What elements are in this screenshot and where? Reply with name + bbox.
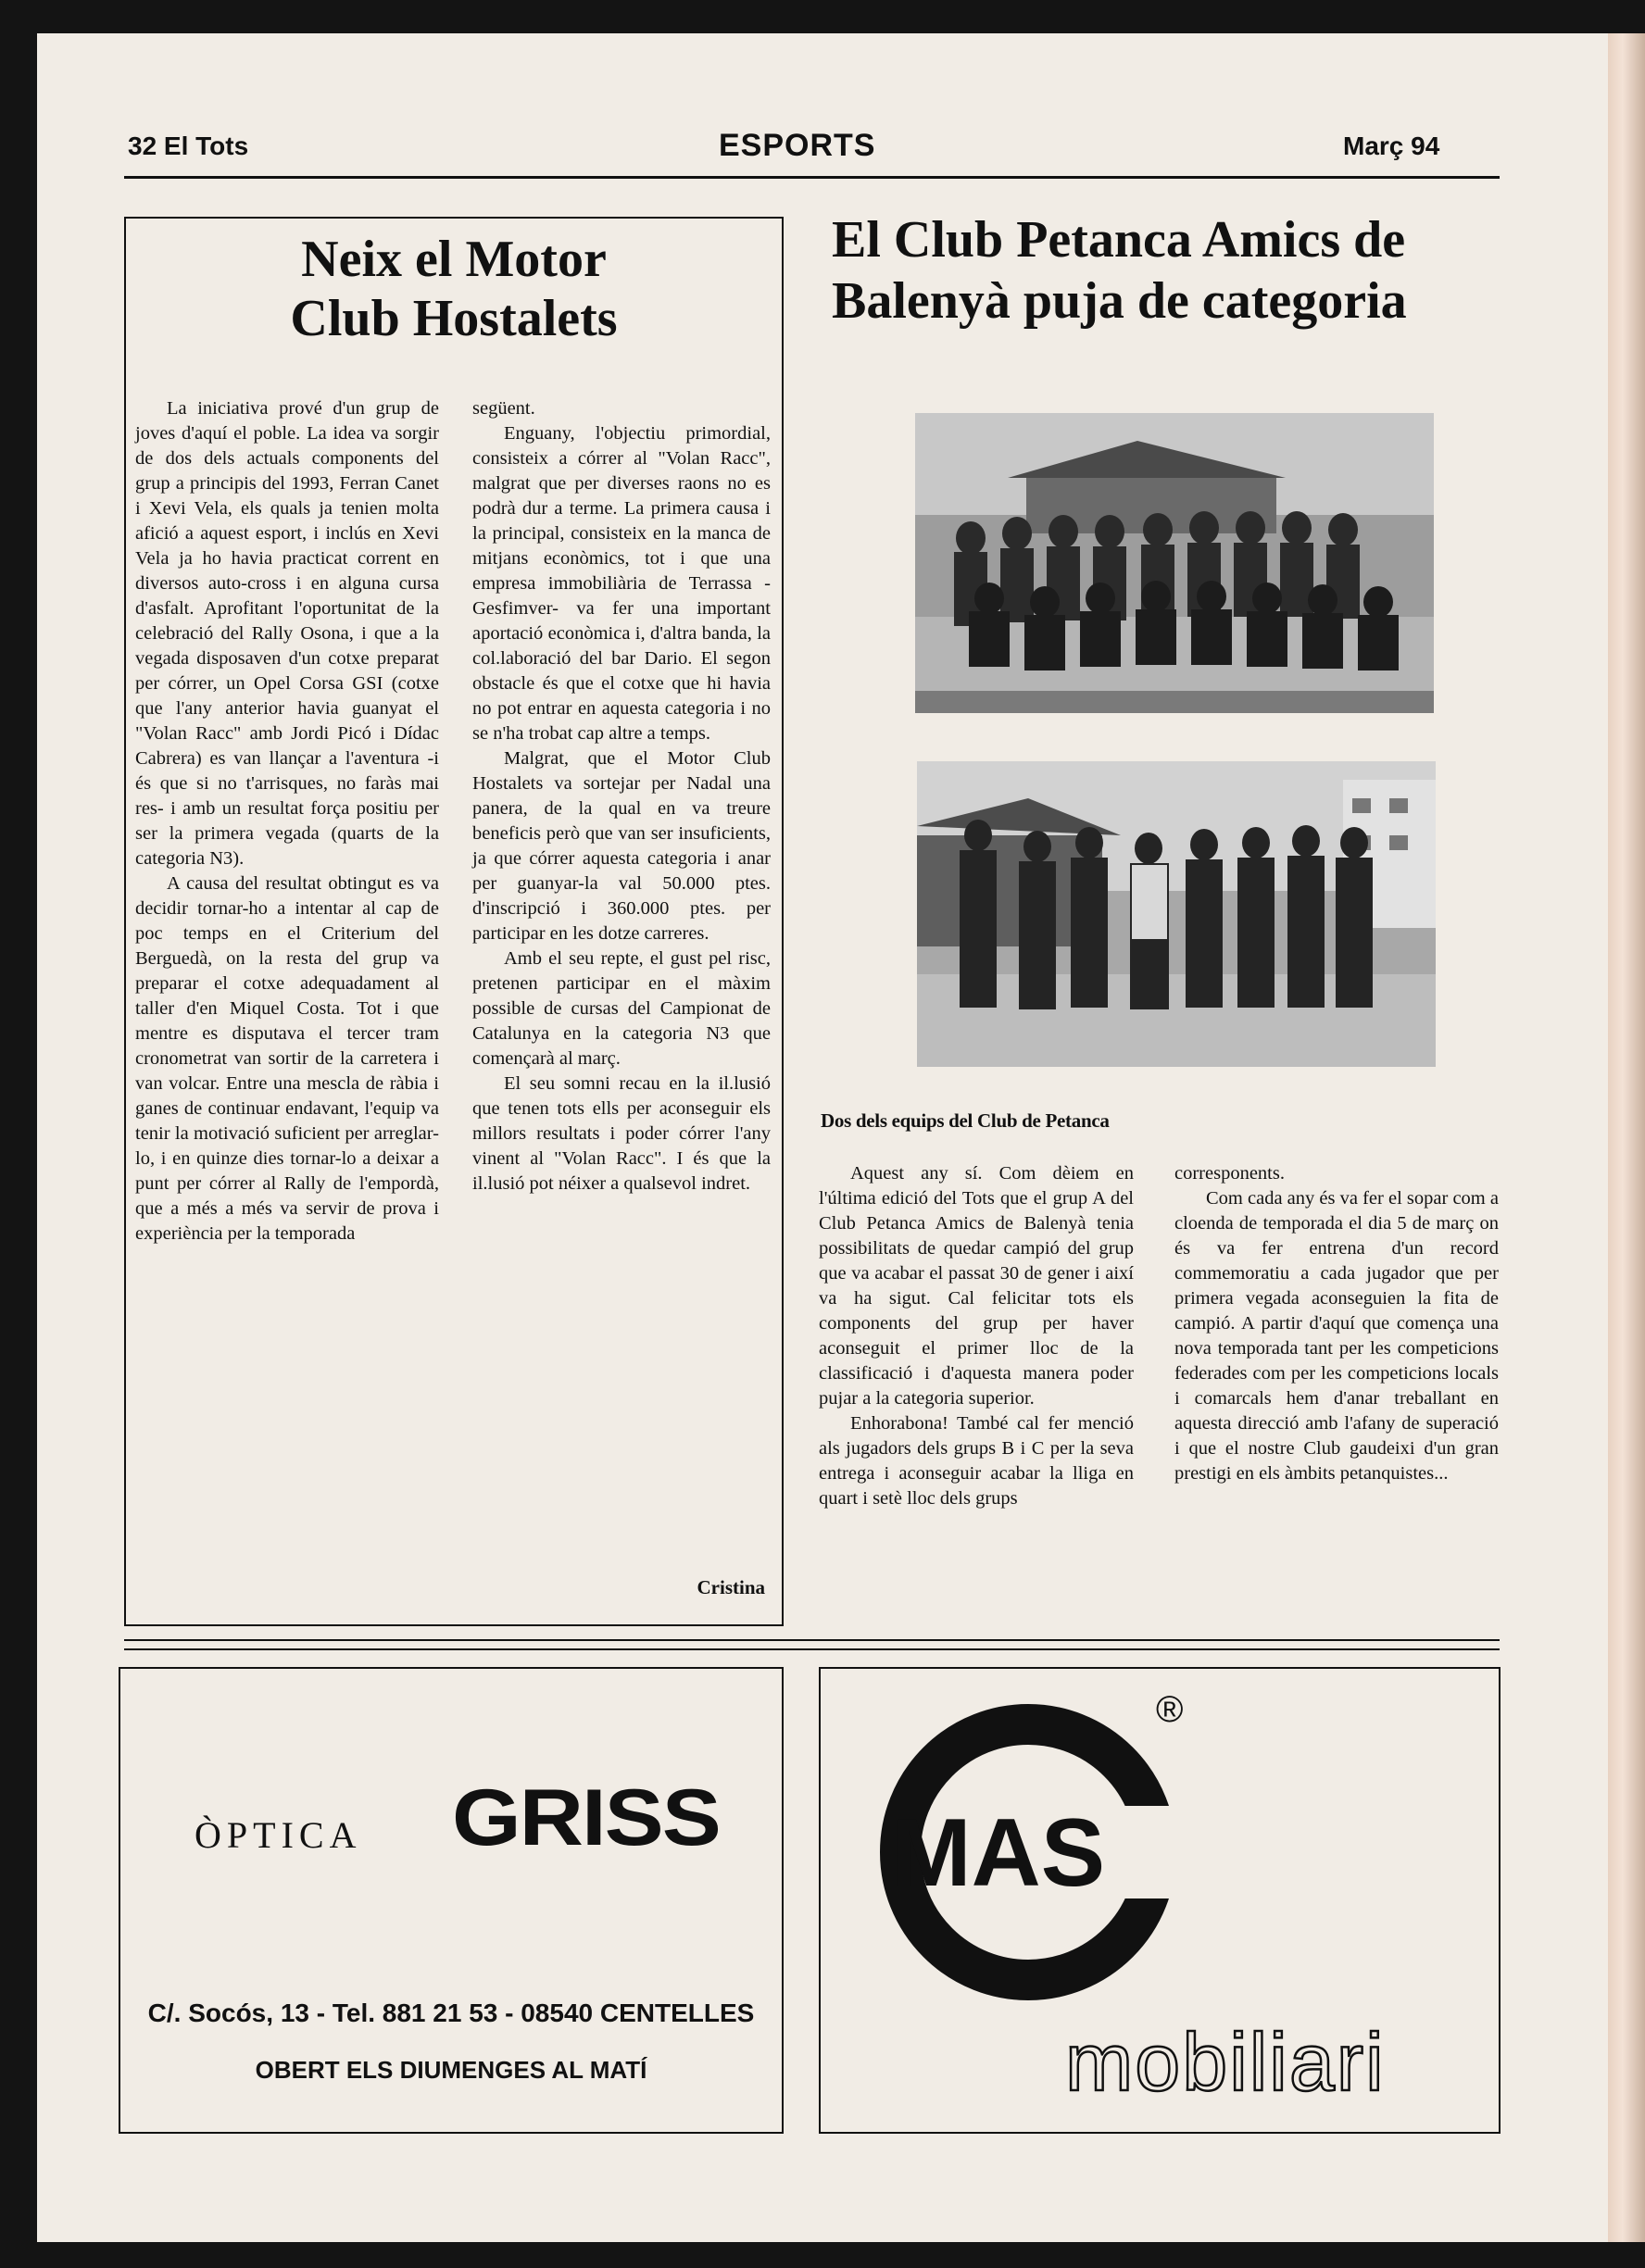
- divider-rule: [124, 1648, 1500, 1650]
- griss-logo: GRISS: [452, 1773, 720, 1862]
- paragraph: El seu somni recau en la il.lusió que tenen tots ells per aconseguir els millors resultats i poder córrer l'any vinent al "Volan Racc". I és que la il.lusió pot néixer a qualsevol indret.: [472, 1073, 771, 1194]
- article-column: [1174, 1161, 1499, 1486]
- article-title: [832, 209, 1499, 332]
- team-photo: [917, 761, 1436, 1067]
- photo-caption: Dos dels equips del Club de Petanca: [821, 1109, 1110, 1132]
- paragraph: Malgrat, que el Motor Club Hostalets va sortejar per Nadal una panera, de la qual en va treure beneficis però que van ser insuficients, ja que córrer aquesta categoria i anar per guanyar-la val 50.000 ptes. d'inscripció i 360.000 ptes. per participar en les dotze carreres.: [472, 748, 771, 944]
- article-title: [124, 230, 784, 348]
- issue-date: Març 94: [1343, 132, 1440, 160]
- paragraph: Aquest any sí. Com dèiem en l'última edició del Tots que el grup A del Club Petanca Amics de Balenyà tenia possibilitats de quedar campió del grup que va acabar el passat 30 de gener i així va ha sigut. Cal felicitar tots els components del grup per haver aconseguit el primer lloc de la classificació i d'aquesta manera poder pujar a la categoria superior.: [819, 1163, 1134, 1409]
- mas-logo-text: MAS: [891, 1799, 1106, 1907]
- paragraph: següent.: [472, 398, 535, 419]
- author-signature: Cristina: [697, 1576, 765, 1598]
- page-number: 32 El Tots: [128, 132, 249, 160]
- team-photo-image: [917, 761, 1436, 1067]
- paragraph: Amb el seu repte, el gust pel risc, pretenen participar en el màxim possible de cursas del Campionat de Catalunya en la categoria N3 que començarà al març.: [472, 948, 771, 1069]
- article-column: [819, 1161, 1134, 1511]
- article-title-line: Neix el Motor: [301, 231, 607, 288]
- ad-brand-prefix: ÒPTICA: [195, 1814, 362, 1856]
- ad-address: C/. Socós, 13 - Tel. 881 21 53 - 08540 CENTELLES: [147, 1999, 755, 2027]
- header-rule: [124, 176, 1500, 179]
- team-photo: [915, 413, 1434, 713]
- article-column: [472, 396, 771, 1197]
- article-title-line: Balenyà puja de categoria: [832, 272, 1407, 330]
- article-title-line: Club Hostalets: [290, 290, 618, 347]
- section-title: ESPORTS: [719, 128, 876, 163]
- paragraph: A causa del resultat obtingut es va decidir tornar-ho a intentar al cap de poc temps en el Criterium del Berguedà, on la resta del grup va preparar el cotxe adequadament al taller d'en Miquel Costa. Tot i que mentre es disputava el tercer tram cronometrat van sortir de la carretera i van volcar. Entre una mescla de ràbia i ganes de continuar endavant, l'equip va tenir la motivació suficient per arreglar-lo, i en quinze dies tornar-lo a deixar a punt per córrer al Rally de l'empordà, que a més a més va servir de prova i experiència per la temporada: [135, 873, 439, 1244]
- divider-rule: [124, 1639, 1500, 1641]
- paragraph: corresponents.: [1174, 1163, 1285, 1184]
- page-binding-edge: [1608, 33, 1645, 2242]
- paragraph: Com cada any és va fer el sopar com a cloenda de temporada el dia 5 de març on és va fer entrena d'un record commemoratiu a cada jugador que per primera vegada aconseguien la fita de campió. A partir d'aquí que comença una nova temporada tant per les competicions federades com per les competicions locals i comarcals hem d'anar treballant en aquesta direcció amb l'afany de superació i que el nostre Club gaudeixi d'un gran prestigi en els àmbits petanquistes...: [1174, 1188, 1499, 1484]
- mas-logo: [871, 1695, 1186, 2010]
- ad-hours: OBERT ELS DIUMENGES AL MATÍ: [255, 2056, 647, 2084]
- registered-mark: ®: [1156, 1689, 1184, 1730]
- team-photo-image: [915, 413, 1434, 713]
- article-title-line: El Club Petanca Amics de: [832, 211, 1406, 269]
- article-column: [135, 396, 439, 1247]
- paragraph: Enhorabona! També cal fer menció als jugadors dels grups B i C per la seva entrega i aconseguir acabar la lliga en quart i setè lloc dels grups: [819, 1413, 1134, 1509]
- paragraph: Enguany, l'objectiu primordial, consisteix a córrer al "Volan Racc", malgrat que per diverses raons no es podrà dur a terme. La primera causa i la principal, consisteix en la manca de mitjans econòmics, tot i que una empresa immobiliària de Terrassa -Gesfimver- va fer una important aportació econòmica i, d'altra banda, la col.laboració del bar Dario. El segon obstacle és que el cotxe que hi havia no pot entrar en aquesta categoria i no se n'ha trobat cap altre a temps.: [472, 423, 771, 744]
- ad-tagline: mobiliari: [1065, 2016, 1386, 2108]
- paragraph: La iniciativa prové d'un grup de joves d'aquí el poble. La idea va sorgir de dos dels actuals components del grup a principis del 1993, Ferran Canet i Xevi Vela, els quals ja tenien molta afició a aquest esport, i inclús en Xevi Vela ja ho havia practicat corrent en diversos auto-cross i en alguna cursa d'asfalt. Aprofitant l'oportunitat de la celebració del Rally Osona, i que a la vegada disposaven d'un cotxe preparat per córrer, un Opel Corsa GSI (cotxe que l'any anterior havia guanyat el "Volan Racc" amb Jordi Picó i Dídac Cabrera) es van llançar a l'aventura -i és que si no t'arrisques, no faràs mai res- i amb un resultat força positiu per ser la primera vegada (quarts de la categoria N3).: [135, 398, 439, 869]
